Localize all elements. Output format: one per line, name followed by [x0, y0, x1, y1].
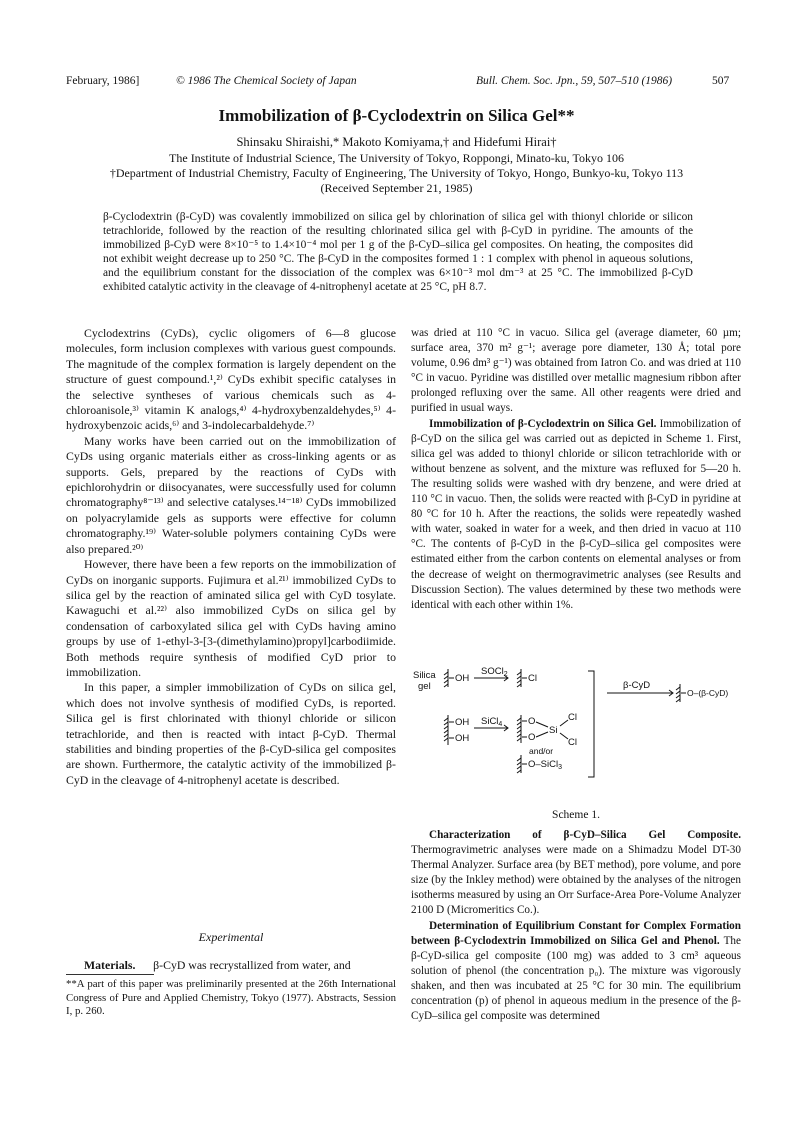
left-column-intro	[66, 326, 396, 788]
equilibrium-text: The β-CyD-silica gel composite (100 mg) was added to 3 cm³ aqueous solution of phenol (the concentration p₀). The mixture was vigorously shaken, and then was incubated at 25 °C for 30 min. The equilibrium concentration (p) of phenol in aqueous medium in the presence of the β-CyD–silica gel composite was determined	[411, 934, 741, 1023]
materials-text: β-CyD was recrystallized from water, and	[153, 958, 351, 972]
scheme-cl-product: Cl	[528, 673, 537, 684]
intro-paragraph-2: Many works have been carried out on the immobilization of CyDs using organic materials either as cross-linking agents or as supports. Gels, prepared by the reactions of CyDs with epichlorohydrin or diisocyanates, were successfully used for column chromatography⁸⁻¹³⁾ and selective catalyses.¹⁴⁻¹⁸⁾ CyDs immobilized on polyacrylamide gels as supports were effective for column chromatography.¹⁹⁾ Water-soluble polymers containing CyDs were also prepared.²⁰⁾	[66, 433, 396, 556]
running-header-journal: Bull. Chem. Soc. Jpn., 59, 507–510 (1986)	[476, 75, 673, 87]
scheme-reagent-sicl4: SiCl$_4$	[481, 716, 503, 728]
affiliation-2: †Department of Industrial Chemistry, Faculty of Engineering, The University of Tokyo, Hongo, Bunkyo-ku, Tokyo 113	[109, 166, 684, 180]
scheme-gel-label: gel	[418, 681, 431, 692]
intro-paragraph-3: However, there have been a few reports on the immobilization of CyDs on inorganic supports. Fujimura et al.²¹⁾ immobilized CyDs to silica gel by the reaction of aminated silica gel with CyD tosylate. Kawaguchi et al.²²⁾ also immobilized CyDs on silica gel by condensation of carboxylated silica gel with CyDs having amino groups by use of 1-ethyl-3-[3-(dimethylamino)propyl]carbodiimide. Both methods require synthesis of modified CyD prior to immobilization.	[66, 557, 396, 679]
equilibrium-heading: Determination of Equilibrium Constant for Complex Formation between β-Cyclodextrin Immobilized on Silica Gel and Phenol.	[411, 919, 741, 947]
scheme-reagent-socl2: SOCl$_2$	[481, 666, 508, 678]
scheme-caption: Scheme 1.	[552, 809, 600, 821]
right-column-methods	[411, 326, 741, 613]
characterization-text: Thermogravimetric analyses were made on a Shimadzu Model DT-30 Thermal Analyzer. Surface area (by BET method), pore volume, and pore size (by the Inkley method) were obtained by the analyses of the nitrogen isotherms measured by using an Orr Surface-Area Pore-Volume Analyzer 2100 D (Micromeritics Co.).	[411, 844, 741, 917]
scheme-si-atom: Si	[549, 725, 558, 736]
immobilization-text: Immobilization of β-CyD on the silica gel was carried out as depicted in Scheme 1. First, silica gel was added to thionyl chloride or silicon tetrachloride with or without benzene as solvent, and the mixture was refluxed for 5—20 h. The resulting solids were washed with dry benzene, and were dried at 110 °C in vacuo. Then, the solids were reacted with β-CyD in pyridine at 80 °C for 10 h. After the reactions, the solids were repeatedly washed with water, soaked in water for a week, and then dried in vacuo at 110 °C. The contents of β-CyD in the β-CyD–silica gel composites were estimated either from the carbon contents on elemental analyses or from the decrease of weight on thermogravimetric analyses (see Results and Discussion Section). The values determined by these two methods were identical with each other within 1%.	[411, 417, 742, 611]
scheme-silica-label: Silica	[413, 670, 436, 681]
scheme-oh-2: OH	[455, 717, 470, 728]
footnote: **A part of this paper was preliminarily presented at the 26th International Congress of Pure and Applied Chemistry, Tokyo (1977). Abstracts, Session I, p. 260.	[66, 978, 396, 1018]
page-number: 507	[712, 75, 730, 87]
scheme-1-diagram	[411, 665, 741, 795]
scheme-osicl3: O–SiCl$_3$	[528, 759, 562, 771]
right-column-characterization	[411, 828, 741, 1024]
immobilization-heading: Immobilization of β-Cyclodextrin on Silica Gel.	[429, 417, 657, 430]
affiliation-1: The Institute of Industrial Science, The University of Tokyo, Roppongi, Minato-ku, Tokyo 106	[169, 151, 624, 165]
intro-paragraph-4: In this paper, a simpler immobilization of CyDs on silica gel, which does not involve synthesis of modified CyDs, is reported. Silica gel is first chlorinated with thionyl chloride or silicon tetrachloride, and then is reacted with intact β-CyD. Thermal stabilities and binding properties of the β-CyD-silica gel composites are shown. Furthermore, the catalytic activity of the immobilized β-CyD in the cleavage of 4-nitrophenyl acetate is described.	[66, 680, 396, 787]
received-date: (Received September 21, 1985)	[320, 181, 473, 195]
running-header-copyright: © 1986 The Chemical Society of Japan	[176, 75, 357, 87]
materials-paragraph	[66, 958, 396, 973]
abstract: β-Cyclodextrin (β-CyD) was covalently immobilized on silica gel by chlorination of silica gel with thionyl chloride or silicon tetrachloride, followed by the reaction of the resulting chlorinated silica gel with β-CyD in pyridine. The amounts of the immobilized β-CyD were 8×10⁻⁵ to 1.4×10⁻⁴ mol per 1 g of the β-CyD–silica gel composites. On heating, the composites did not exhibit weight decrease up to 250 °C. The β-CyD in the composites formed 1 : 1 complex with phenol in aqueous solutions, and the equilibrium constant for the dissociation of the complex was 6×10⁻³ mol dm⁻³ at 25 °C. The immobilized β-CyD exhibited catalytic activity in the cleavage of 4-nitrophenyl acetate at 25 °C, pH 8.7.	[103, 211, 693, 294]
paper-title: Immobilization of β-Cyclodextrin on Silica Gel**	[218, 106, 575, 125]
running-header-date: February, 1986]	[66, 75, 140, 87]
scheme-oh-3: OH	[455, 733, 470, 744]
scheme-cl-upper: Cl	[568, 712, 577, 723]
scheme-oh-1: OH	[455, 673, 470, 684]
characterization-heading: Characterization of β-CyD–Silica Gel Composite.	[429, 829, 741, 841]
footnote-divider	[66, 974, 154, 975]
scheme-cl-lower: Cl	[568, 737, 577, 748]
author-list: Shinsaku Shiraishi,* Makoto Komiyama,† and Hidefumi Hirai†	[236, 135, 557, 149]
scheme-and-or: and/or	[529, 746, 554, 756]
scheme-reagent-bcyd: β-CyD	[623, 680, 651, 691]
materials-continued: was dried at 110 °C in vacuo. Silica gel (average diameter, 60 µm; surface area, 370 m² g⁻¹; average pore diameter, 130 Å; total pore volume, 0.96 dm³ g⁻¹) was obtained from Iatron Co. and was dried at 110 °C in vacuo. Pyridine was distilled over metallic magnesium ribbon after prolonged refluxing over the same. All other reagents were dried and purified in usual ways.	[411, 327, 741, 415]
scheme-final-product: O–(β-CyD)	[687, 688, 729, 698]
section-heading-experimental: Experimental	[198, 930, 264, 944]
intro-paragraph-1: Cyclodextrins (CyDs), cyclic oligomers of 6—8 glucose molecules, form inclusion complexes with various guest compounds. The magnitude of the complex formation is largely dependent on the structure of guest compound.¹,²⁾ CyDs exhibit specific catalyses in the selective syntheses of various chemicals such as 4-chloroanisole,³⁾ vitamin K analogs,⁴⁾ 4-hydroxybenzaldehydes,⁵⁾ 4-hydroxybenzoic acids,⁶⁾ and 3-indolecarbaldehyde.⁷⁾	[66, 326, 396, 433]
scheme-o-lower: O	[528, 732, 536, 743]
materials-heading: Materials.	[84, 958, 136, 972]
scheme-o-upper: O	[528, 716, 536, 727]
